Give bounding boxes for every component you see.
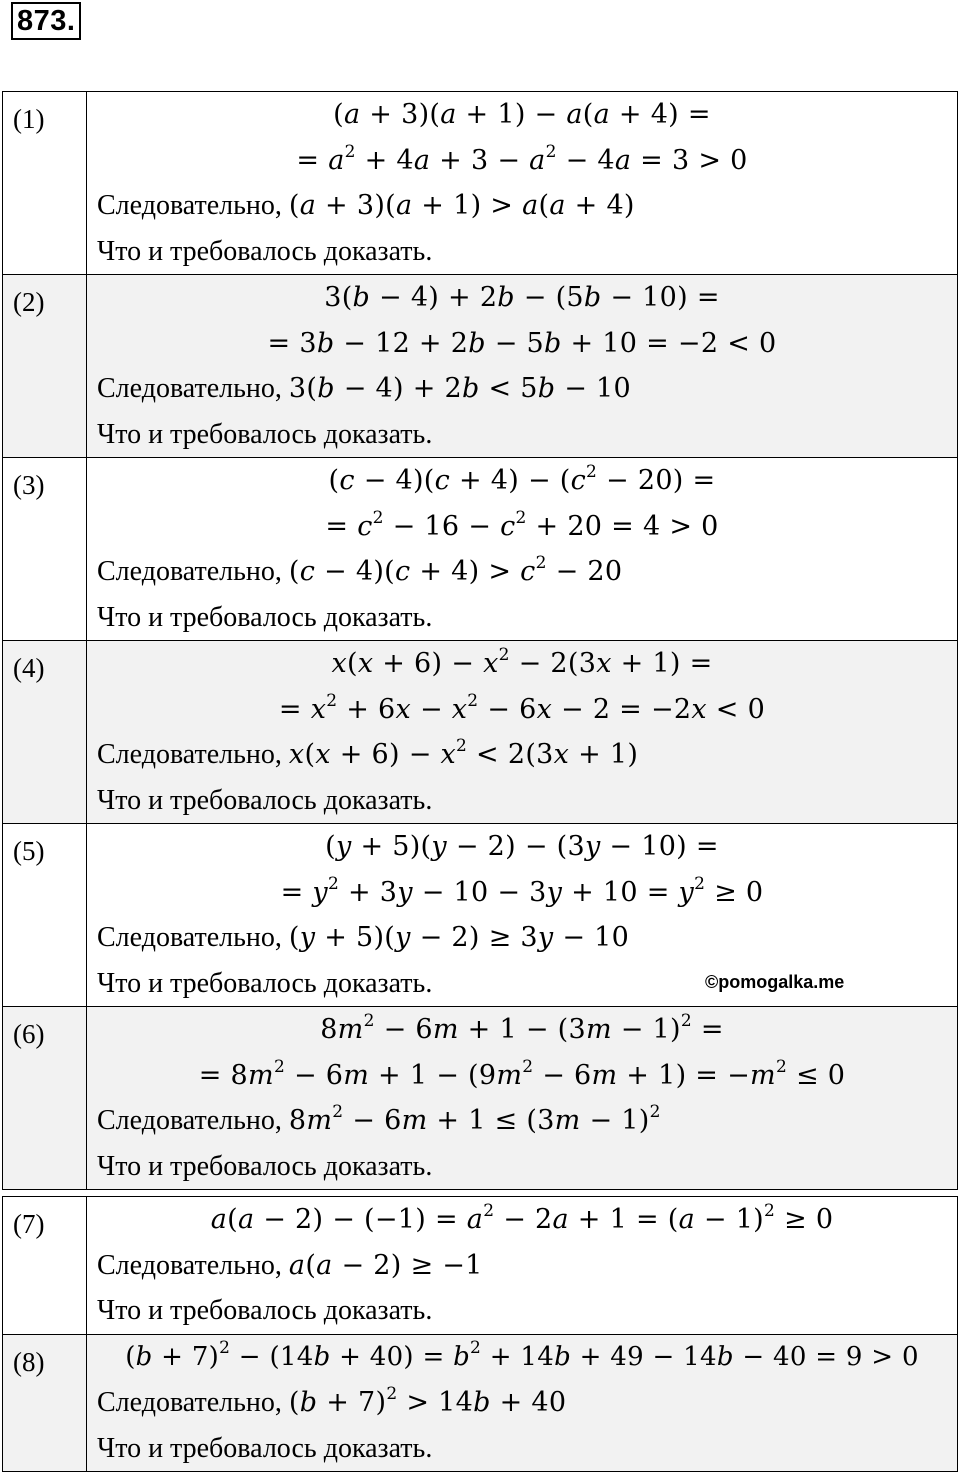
equation-line: = $a^2 + 4a + 3 - a^2 - 4a = 3 > 0$ bbox=[296, 141, 748, 176]
item-body bbox=[87, 1334, 958, 1472]
solution-row bbox=[3, 275, 958, 458]
solution-row bbox=[3, 641, 958, 824]
solution-row bbox=[3, 1007, 958, 1190]
solution-row bbox=[3, 458, 958, 641]
equation-line: $x(x + 6) - x^2 - 2(3x + 1)$ = bbox=[331, 645, 713, 679]
conclusion-line: Следовательно, (a + 3)(a + 1) > a(a + 4) bbox=[97, 190, 635, 221]
equation-line: = 3b − 12 + 2b − 5b + 10 = −2 < 0 bbox=[267, 327, 777, 359]
item-body bbox=[87, 458, 958, 641]
item-body bbox=[87, 641, 958, 824]
conclusion-line: Следовательно, $8m^2 - 6m + 1 \le (3m - 1)^2$ bbox=[97, 1102, 661, 1136]
conclusion-line: Следовательно, $(c - 4)(c + 4) > c^2 - 20$ bbox=[97, 553, 623, 587]
qed-line: Что и требовалось доказать. bbox=[97, 784, 433, 816]
qed-line: Что и требовалось доказать. bbox=[97, 1150, 433, 1182]
conclusion-line: Следовательно, (y + 5)(y − 2) ≥ 3y − 10 bbox=[97, 922, 630, 953]
conclusion-line: Следовательно, 3(b − 4) + 2b < 5b − 10 bbox=[97, 373, 631, 404]
equation-line: = $x^2 + 6x - x^2 - 6x - 2 = -2x < 0$ bbox=[278, 690, 766, 725]
item-label: (7) bbox=[3, 1197, 87, 1335]
equation-line: $(c - 4)(c + 4) - (c^2 - 20)$ = bbox=[328, 462, 716, 496]
problem-number: 873. bbox=[11, 2, 81, 40]
item-body bbox=[87, 1197, 958, 1335]
watermark: ©pomogalka.me bbox=[705, 972, 845, 992]
qed-line: Что и требовалось доказать. bbox=[97, 1432, 433, 1464]
qed-line: Что и требовалось доказать. bbox=[97, 418, 433, 450]
item-label: (3) bbox=[3, 458, 87, 641]
conclusion-line: Следовательно, a(a − 2) ≥ −1 bbox=[97, 1249, 483, 1281]
item-body bbox=[87, 275, 958, 458]
qed-line: Что и требовалось доказать. bbox=[97, 967, 433, 999]
equation-line: 3(b − 4) + 2b − (5b − 10) = bbox=[324, 282, 720, 313]
equation-line: (y + 5)(y − 2) − (3y − 10) = bbox=[325, 831, 719, 862]
qed-line: Что и требовалось доказать. bbox=[97, 235, 433, 267]
item-label: (1) bbox=[3, 92, 87, 275]
solution-row bbox=[3, 1334, 958, 1472]
equation-line: (a + 3)(a + 1) − a(a + 4) = bbox=[333, 99, 711, 130]
equation-line: $a(a - 2) - (-1) = a^2 - 2a + 1 = (a - 1)^2 \ge 0$ bbox=[210, 1201, 834, 1235]
equation-line: $8m^2 - 6m + 1 - (3m - 1)^2$ = bbox=[320, 1011, 724, 1045]
equation-line: = $c^2 - 16 - c^2 + 20 = 4 > 0$ bbox=[325, 507, 719, 542]
conclusion-line: Следовательно, $(b + 7)^2 > 14b + 40$ bbox=[97, 1384, 567, 1418]
item-body bbox=[87, 1007, 958, 1190]
solution-row bbox=[3, 1197, 958, 1335]
item-body bbox=[87, 92, 958, 275]
solution-table-1 bbox=[2, 91, 958, 1190]
item-label: (2) bbox=[3, 275, 87, 458]
equation-line: = $8m^2 - 6m + 1 - (9m^2 - 6m + 1) = -m^2 \le 0$ bbox=[198, 1056, 846, 1091]
equation-line: $(b + 7)^2 - (14b + 40) = b^2 + 14b + 49 - 14b - 40 = 9 > 0$ bbox=[125, 1337, 919, 1372]
item-label: (6) bbox=[3, 1007, 87, 1190]
item-label: (8) bbox=[3, 1334, 87, 1472]
item-label: (5) bbox=[3, 824, 87, 1007]
qed-line: Что и требовалось доказать. bbox=[97, 1295, 433, 1326]
item-label: (4) bbox=[3, 641, 87, 824]
equation-line: = $y^2 + 3y - 10 - 3y + 10 = y^2 \ge 0$ bbox=[280, 873, 764, 908]
solution-row bbox=[3, 92, 958, 275]
solution-table-2 bbox=[2, 1196, 958, 1472]
conclusion-line: Следовательно, $x(x + 6) - x^2 < 2(3x + 1)$ bbox=[97, 736, 639, 770]
qed-line: Что и требовалось доказать. bbox=[97, 601, 433, 633]
